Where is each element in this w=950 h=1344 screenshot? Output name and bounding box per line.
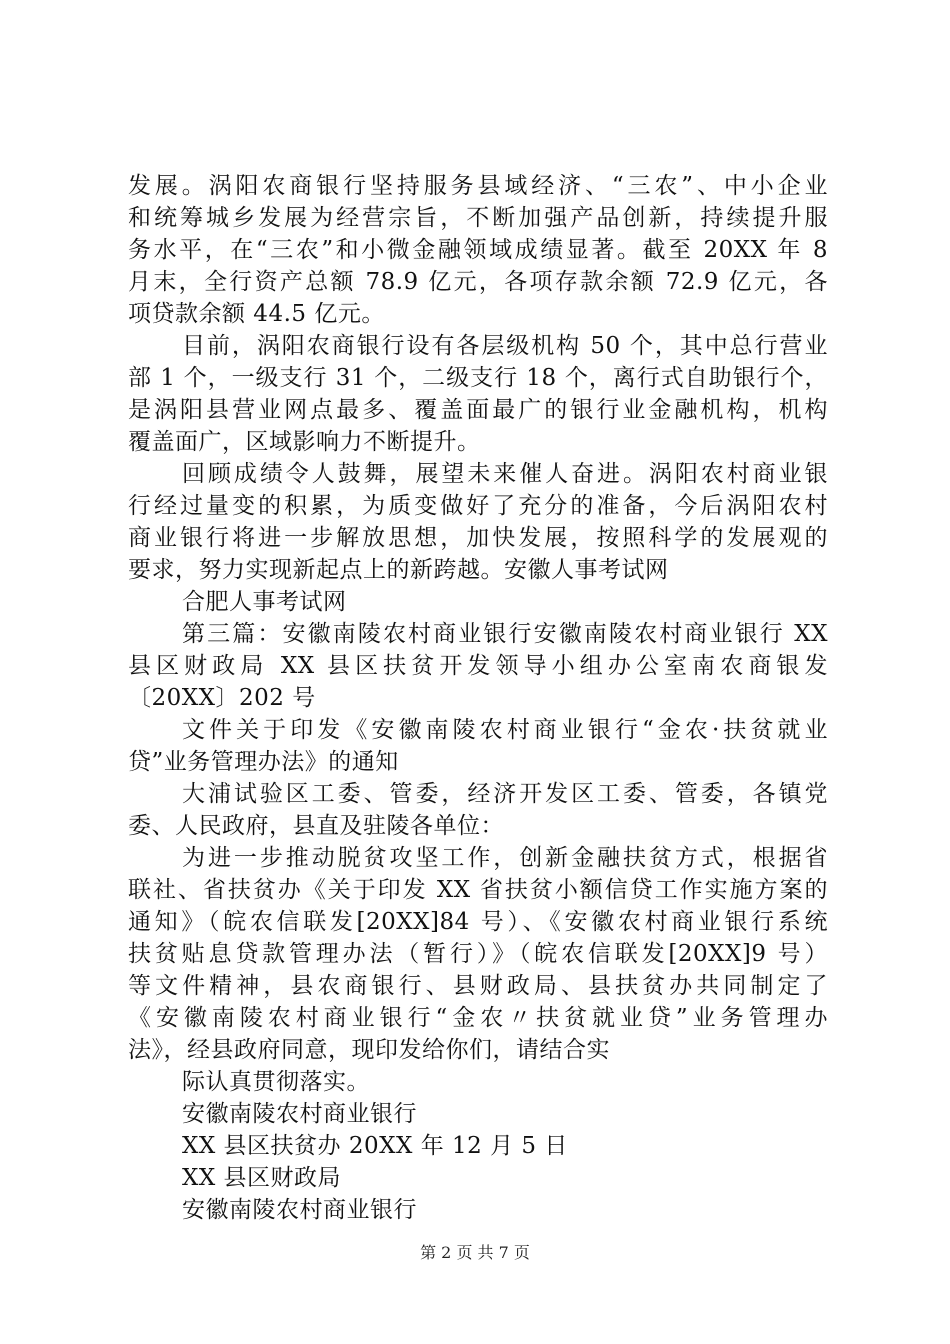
text-line: 贷”业务管理办法》的通知 [128, 749, 399, 775]
text-line: 目前，涡阳农商银行设有各层级机构 50 个，其中总行营业 [182, 333, 828, 359]
text-line: 务水平，在“三农”和小微金融领域成绩显著。截至 20XX 年 8 [128, 237, 828, 263]
signature-line: 安徽南陵农村商业银行 [182, 1101, 417, 1127]
text-line: 部 1 个，一级支行 31 个，二级支行 18 个，离行式自助银行个， [128, 365, 828, 391]
text-line: 联社、省扶贫办《关于印发 XX 省扶贫小额信贷工作实施方案的 [128, 877, 828, 903]
text-line: 要求，努力实现新起点上的新跨越。安徽人事考试网 [128, 557, 669, 583]
signature-line: 安徽南陵农村商业银行 [182, 1197, 417, 1223]
page-number-footer: 第 2 页 共 7 页 [420, 1243, 530, 1262]
text-line: 是涡阳县营业网点最多、覆盖面最广的银行业金融机构，机构 [128, 397, 828, 423]
text-line: 扶贫贴息贷款管理办法（暂行）》（皖农信联发[20XX]9 号） [128, 941, 828, 967]
text-line: 县区财政局 XX 县区扶贫开发领导小组办公室南农商银发 [128, 653, 828, 679]
text-line: 覆盖面广，区域影响力不断提升。 [128, 429, 481, 455]
text-line: 委、人民政府，县直及驻陵各单位： [128, 813, 504, 839]
text-line: 项贷款余额 44.5 亿元。 [128, 301, 385, 327]
text-line: 发展。涡阳农商银行坚持服务县域经济、“三农”、中小企业 [128, 173, 828, 199]
text-line: 文件关于印发《安徽南陵农村商业银行“金农·扶贫就业 [182, 717, 828, 743]
signature-line: XX 县区财政局 [182, 1165, 342, 1191]
text-line: 合肥人事考试网 [182, 589, 347, 615]
text-line: 行经过量变的积累，为质变做好了充分的准备，今后涡阳农村 [128, 493, 828, 519]
text-line: 大浦试验区工委、管委，经济开发区工委、管委，各镇党 [182, 781, 828, 807]
document-body [128, 170, 828, 1226]
text-line: 〔20XX〕202 号 [128, 685, 316, 711]
text-line: 法》，经县政府同意，现印发给你们，请结合实 [128, 1037, 610, 1063]
section-heading: 第三篇：安徽南陵农村商业银行安徽南陵农村商业银行 XX [182, 621, 828, 647]
signature-line: XX 县区扶贫办 20XX 年 12 月 5 日 [182, 1133, 568, 1159]
text-line: 为进一步推动脱贫攻坚工作，创新金融扶贫方式，根据省 [182, 845, 828, 871]
text-line: 回顾成绩令人鼓舞，展望未来催人奋进。涡阳农村商业银 [182, 461, 828, 487]
text-line: 商业银行将进一步解放思想，加快发展，按照科学的发展观的 [128, 525, 828, 551]
text-line: 际认真贯彻落实。 [182, 1069, 370, 1095]
text-line: 和统筹城乡发展为经营宗旨，不断加强产品创新，持续提升服 [128, 205, 828, 231]
text-line: 等文件精神，县农商银行、县财政局、县扶贫办共同制定了 [128, 973, 828, 999]
text-line: 《安徽南陵农村商业银行“金农〃扶贫就业贷”业务管理办 [128, 1005, 828, 1031]
text-line: 月末，全行资产总额 78.9 亿元，各项存款余额 72.9 亿元，各 [128, 269, 828, 295]
text-line: 通知》（皖农信联发[20XX]84 号）、《安徽农村商业银行系统 [128, 909, 828, 935]
